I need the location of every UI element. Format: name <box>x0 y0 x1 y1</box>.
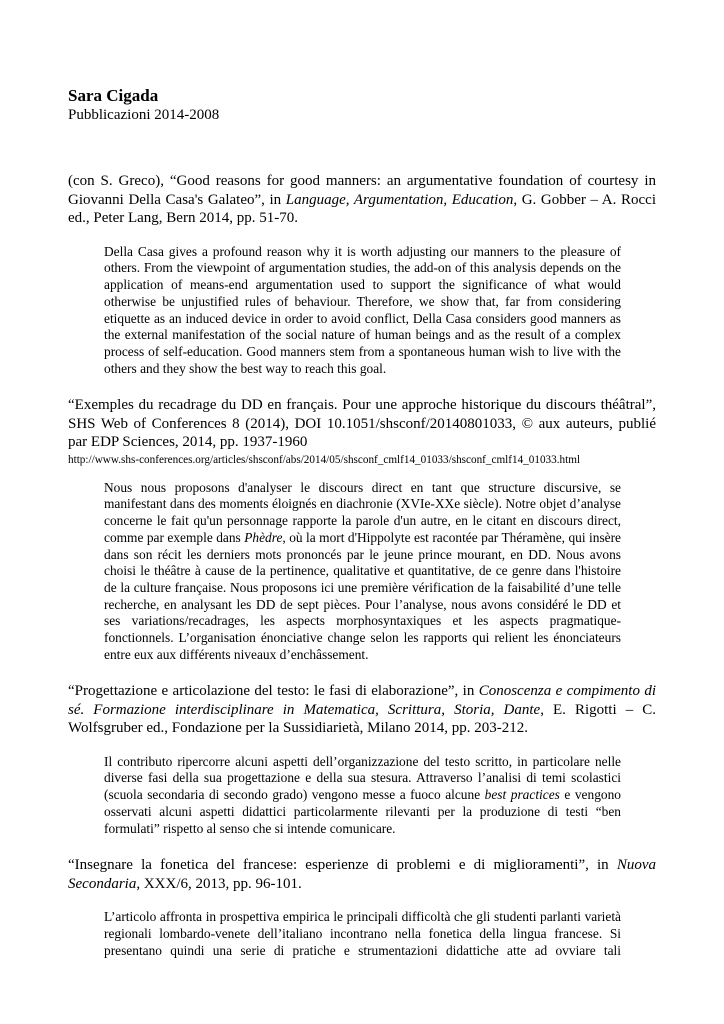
abstract-text: Il contributo ripercorre alcuni aspetti dell’organizzazione del testo scritto, in particolare nelle diverse fasi della sua progettazione e della sua stesura. Attraverso l’analisi di temi scolastici (scuola secondaria di secondo grado) vengono messe a fuoco alcune <box>104 753 621 803</box>
publication-url[interactable]: http://www.shs-conferences.org/articles/shsconf/abs/2014/05/shsconf_cmlf14_01033/shsconf_cmlf14_01033.html <box>68 453 581 466</box>
citation-text: “Progettazione e articolazione del testo: le fasi di elaborazione”, in <box>68 683 479 699</box>
abstract-emphasis: best practices <box>484 787 560 803</box>
publication-abstract <box>104 480 621 664</box>
publication-citation <box>68 856 656 893</box>
citation-text: (con S. Greco), “Good reasons for good manners: an argumentative foundation of courtesy in Giovanni Della Casa's Galateo”, in <box>68 173 656 208</box>
publication-entry <box>68 856 656 959</box>
publication-citation <box>68 172 656 228</box>
publication-abstract <box>104 754 621 838</box>
citation-book-title: Conoscenza e compimento di sé. Formazione interdisciplinare in Matematica, Scrittura, Storia, Dante <box>68 683 656 718</box>
citation-text: , G. Gobber – A. Rocci ed., Peter Lang, Bern 2014, pp. 51-70. <box>68 191 656 227</box>
abstract-text: , où la mort d'Hippolyte est racontée par Théramène, qui insère dans son récit les derniers mots prononcés par le jeune prince mourant, en DD. Nous avons choisi le théâtre à cause de la pertinence, qualitative et quantitative, de ce genre dans l'histoire de la culture française. Nous proposons ici une première vérification de la faisabilité d’une telle recherche, en analysant les DD de sept pièces. Pour l’analyse, nous avons considéré le DD et ses variations/recadrages, les aspects morphosyntaxiques et les aspects pragmatique-fonctionnels. L’organisation énonciative change selon les rapports qui relient les énonciateurs entre eux aux différents niveaux d’enchâssement. <box>104 529 622 662</box>
publication-citation: “Exemples du recadrage du DD en français. Pour une approche historique du discours théâtral”, SHS Web of Conferences 8 (2014), DOI 10.1051/shsconf/20140801033, © aux auteurs, publié par EDP Sciences, 2014, pp. 1937-1960 <box>68 397 656 451</box>
citation-journal-title: Nuova Secondaria <box>68 857 656 892</box>
abstract-text: Nous nous proposons d'analyser le discours direct en tant que structure discursive, se manifestant dans des moments éloignés en diachronie (XVIe-XXe siècle). Notre objet d’analyse concerne le fait qu'un personnage rapporte la parole d'un autre, en le citant en discours direct, comme par exemple dans <box>104 479 621 545</box>
abstract-emphasis: Phèdre <box>244 529 283 545</box>
publication-abstract: Della Casa gives a profound reason why it is worth adjusting our manners to the pleasure of others. From the viewpoint of argumentation studies, the add-on of this analysis depends on the application of means-end argumentation used to support the significance of what would otherwise be unjustified rules of behaviour. Therefore, we show that, far from considering etiquette as an induced device in order to avoid conflict, Della Casa considers good manners as the external manifestation of the social nature of human beings and as the result of a complex process of self-education. Good manners stem from a spontaneous human wish to live with the others and they show the best way to reach this goal. <box>104 243 621 376</box>
publication-entry <box>68 396 656 664</box>
citation-text: , E. Rigotti – C. Wolfsgruber ed., Fondazione per la Sussidiarietà, Milano 2014, pp. 203-212. <box>68 701 656 737</box>
citation-book-title: Language, Argumentation, Education <box>285 191 514 208</box>
publication-abstract: L’articolo affronta in prospettiva empirica le principali difficoltà che gli studenti parlanti varietà regionali lombardo-venete dell’italiano incontrano nella fonetica della lingua francese. Si presentano quindi una serie di pratiche e strumentazioni didattiche atte ad ovviare tali <box>104 909 621 958</box>
publication-entry <box>68 172 656 377</box>
publication-entry <box>68 682 656 837</box>
citation-text: , XXX/6, 2013, pp. 96-101. <box>136 875 302 892</box>
author-name: Sara Cigada <box>68 86 159 105</box>
document-subtitle: Pubblicazioni 2014-2008 <box>68 107 220 123</box>
abstract-text: e vengono osservati alcuni aspetti didattici particolarmente rilevanti per la produzione di testi “ben formulati” rispetto al senso che si intende comunicare. <box>104 787 621 836</box>
citation-text: “Insegnare la fonetica del francese: esperienze di problemi e di miglioramenti”, in <box>68 857 617 873</box>
publication-citation <box>68 682 656 738</box>
